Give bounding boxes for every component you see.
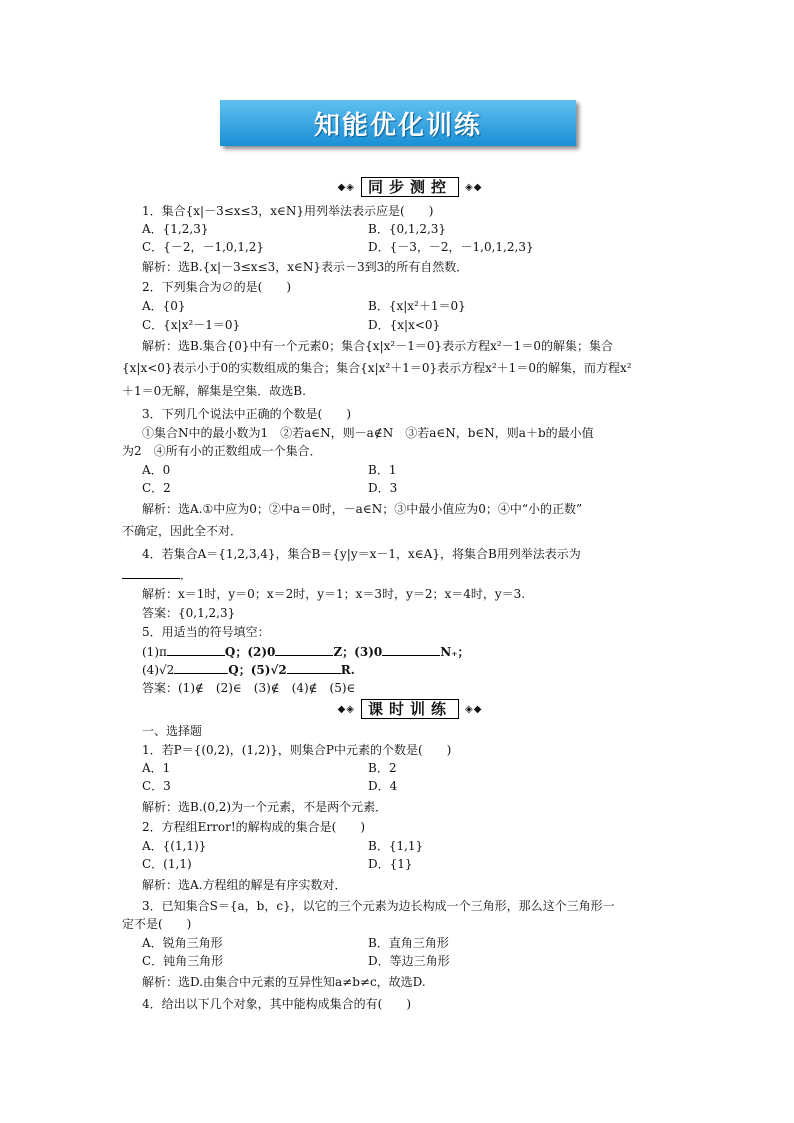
cq2-option-a: A．{(1,1)}	[142, 839, 207, 853]
cq3-option-d: D．等边三角形	[368, 954, 450, 968]
q4-answer-blank-line	[122, 566, 192, 584]
q3-analysis-line2: 不确定，因此全不对．	[122, 524, 243, 538]
q5-fill-line1	[142, 643, 470, 661]
q2-analysis-line1: 解析：选B.集合{0}中有一个元素0；集合{x|x²－1＝0}表示方程x²－1＝0的解集；集合	[142, 339, 613, 353]
cq1-option-d: D．4	[368, 779, 398, 793]
q4-analysis: 解析：x＝1时，y＝0；x＝2时，y＝1；x＝3时，y＝2；x＝4时，y＝3.	[142, 587, 526, 601]
title-banner	[220, 100, 576, 146]
section-title-course: 课时训练	[361, 699, 459, 719]
cq1-analysis: 解析：选B.(0,2)为一个元素，不是两个元素．	[142, 800, 388, 814]
q5-item4: N₊；	[440, 645, 470, 659]
ornament-left: ◆◈	[337, 181, 355, 193]
cq2-option-c: C．(1,1)	[142, 857, 192, 871]
q3-option-c: C．2	[142, 481, 171, 495]
q4-answer-blank	[122, 566, 180, 579]
cq2-option-b: B．{1,1}	[368, 839, 424, 853]
q5-blank2	[275, 643, 333, 656]
ornament-left: ◆◈	[337, 703, 355, 715]
q2-stem: 2．下列集合为∅的是( )	[142, 280, 291, 294]
q1-option-a: A．{1,2,3}	[142, 222, 209, 236]
part-heading-choice: 一、选择题	[142, 724, 203, 738]
section-header-course	[320, 699, 500, 719]
q5-answer: 答案：(1)∉ (2)∈ (3)∉ (4)∉ (5)∈	[142, 681, 356, 695]
section-header-sync	[320, 177, 500, 197]
q4-answer: 答案：{0,1,2,3}	[142, 606, 236, 620]
q5-blank4	[174, 661, 228, 674]
q5-fill-line2	[142, 661, 355, 679]
cq3-option-b: B．直角三角形	[368, 936, 449, 950]
ornament-right: ◈◆	[465, 703, 483, 715]
cq4-stem: 4．给出以下几个对象，其中能构成集合的有( )	[142, 997, 411, 1011]
cq1-stem: 1．若P＝{(0,2)，(1,2)}，则集合P中元素的个数是( )	[142, 743, 452, 757]
q4-blank-period: ．	[180, 568, 193, 582]
q2-option-c: C．{x|x²－1＝0}	[142, 318, 241, 332]
cq3-option-c: C．钝角三角形	[142, 954, 224, 968]
q4-stem: 4．若集合A＝{1,2,3,4}，集合B＝{y|y＝x－1，x∈A}，将集合B用列举法表示为	[142, 547, 581, 561]
q5-blank5	[287, 661, 341, 674]
cq2-option-d: D．{1}	[368, 857, 413, 871]
q5-stem: 5．用适当的符号填空：	[142, 625, 270, 639]
q2-option-d: D．{x|x<0}	[368, 318, 441, 332]
q1-analysis: 解析：选B.{x|－3≤x≤3，x∈N}表示－3到3的所有自然数．	[142, 260, 469, 274]
q5-item3: Z；(3)0	[333, 645, 383, 659]
q2-option-a: A．{0}	[142, 299, 186, 313]
cq1-option-a: A．1	[142, 761, 171, 775]
q1-option-c: C．{－2，－1,0,1,2}	[142, 240, 265, 254]
q3-statements-line1: ①集合N中的最小数为1 ②若a∈N，则－a∉N ③若a∈N，b∈N，则a＋b的最小值	[142, 426, 594, 440]
q1-option-b: B．{0,1,2,3}	[368, 222, 447, 236]
cq2-analysis: 解析：选A.方程组的解是有序实数对．	[142, 878, 347, 892]
q5-item5: (4)√2	[142, 663, 175, 677]
q3-option-a: A．0	[142, 463, 171, 477]
cq3-analysis: 解析：选D.由集合中元素的互异性知a≠b≠c，故选D.	[142, 975, 426, 989]
q1-stem: 1．集合{x|－3≤x≤3，x∈N}用列举法表示应是( )	[142, 204, 434, 218]
section-title-sync: 同步测控	[361, 177, 459, 197]
cq1-option-b: B．2	[368, 761, 397, 775]
page-title: 知能优化训练	[313, 110, 482, 141]
q1-option-d: D．{－3，－2，－1,0,1,2,3}	[368, 240, 534, 254]
q3-statements-line2: 为2 ④所有小的正数组成一个集合．	[122, 444, 322, 458]
q2-analysis-line3: ＋1＝0无解，解集是空集．故选B.	[122, 384, 306, 398]
cq1-option-c: C．3	[142, 779, 171, 793]
q3-option-d: D．3	[368, 481, 398, 495]
q2-option-b: B．{x|x²＋1＝0}	[368, 299, 466, 313]
cq2-stem: 2．方程组Error!的解构成的集合是( )	[142, 820, 366, 834]
q5-item2: Q；(2)0	[224, 645, 276, 659]
q5-blank3	[382, 643, 440, 656]
cq3-stem-line2: 定不是( )	[122, 917, 192, 931]
cq3-option-a: A．锐角三角形	[142, 936, 223, 950]
cq3-stem-line1: 3．已知集合S＝{a，b，c}，以它的三个元素为边长构成一个三角形，那么这个三角形一	[142, 899, 615, 913]
q3-stem: 3．下列几个说法中正确的个数是( )	[142, 407, 351, 421]
q5-blank1	[167, 643, 225, 656]
q5-item1: (1)π	[142, 645, 167, 659]
q3-analysis-line1: 解析：选A.①中应为0；②中a＝0时，－a∈N；③中最小值应为0；④中“小的正数”	[142, 502, 583, 516]
q3-option-b: B．1	[368, 463, 397, 477]
q2-analysis-line2: {x|x<0}表示小于0的实数组成的集合；集合{x|x²＋1＝0}表示方程x²＋1＝0的解集，而方程x²	[122, 361, 632, 375]
ornament-right: ◈◆	[465, 181, 483, 193]
q5-item7: R.	[340, 663, 355, 677]
q5-item6: Q；(5)√2	[228, 663, 287, 677]
